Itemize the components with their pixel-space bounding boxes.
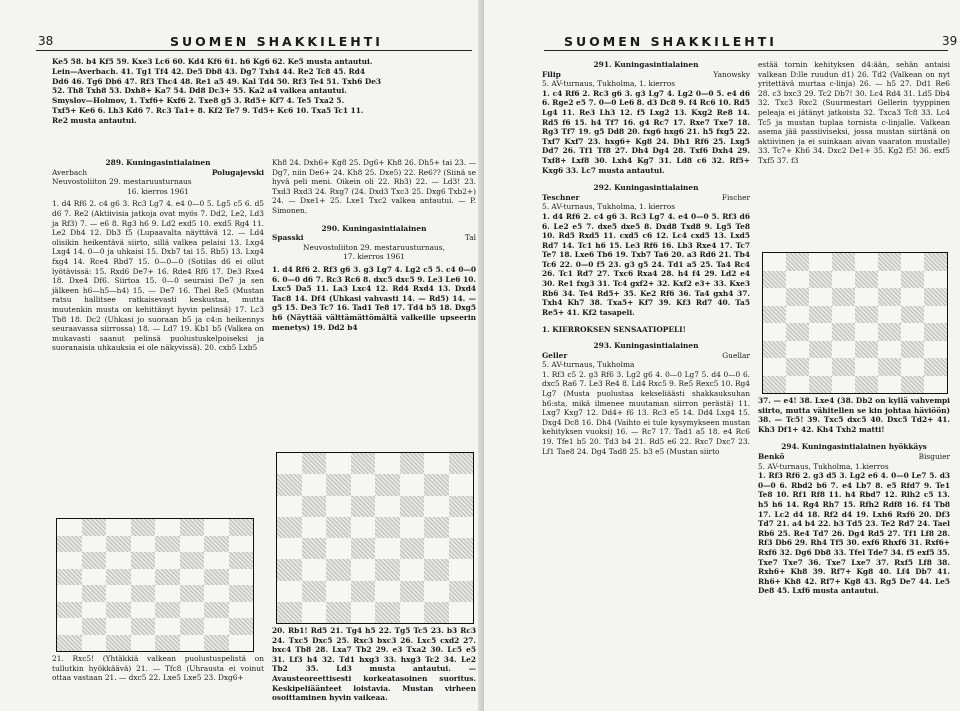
board-square (400, 517, 425, 538)
game-title: 293. Kuningasintialainen (593, 341, 699, 351)
players (52, 168, 264, 178)
board-square (400, 538, 425, 559)
board-square (901, 253, 924, 271)
board-square (424, 581, 449, 602)
text-line: Dd6 46. Tg6 Db6 47. Rf3 Thc4 48. Re1 a5 49. Kal Td4 50. Rf3 Te4 51. Txh6 De3 (52, 76, 382, 86)
board-square (449, 496, 474, 517)
board-square (155, 602, 180, 619)
board-square (302, 474, 327, 495)
board-square (302, 517, 327, 538)
board-square (809, 358, 832, 376)
board-square (131, 569, 156, 586)
board-square (901, 306, 924, 324)
board-square (106, 618, 131, 635)
board-square (400, 474, 425, 495)
board-square (57, 569, 82, 586)
right-column-2 (758, 60, 950, 166)
black-player: Yanowsky (713, 69, 750, 79)
board-square (763, 323, 786, 341)
board-square (82, 552, 107, 569)
board-square (832, 358, 855, 376)
board-square (155, 618, 180, 635)
board-square (326, 453, 351, 474)
board-square (832, 341, 855, 359)
board-square (57, 585, 82, 602)
board-square (204, 635, 229, 652)
board-square (131, 618, 156, 635)
board-square (901, 358, 924, 376)
board-square (82, 569, 107, 586)
board-square (786, 323, 809, 341)
board-square (855, 358, 878, 376)
event: Neuvostoliiton 29. mestaruusturnaus (52, 177, 192, 187)
board-square (155, 552, 180, 569)
right-column-2b (758, 396, 950, 596)
board-square (229, 536, 254, 553)
board-square (204, 585, 229, 602)
board-square (809, 323, 832, 341)
board-square (326, 517, 351, 538)
board-square (855, 341, 878, 359)
board-square (204, 519, 229, 536)
board-square (449, 517, 474, 538)
page-header: SUOMEN SHAKKILEHTI (170, 34, 383, 49)
board-square (351, 496, 376, 517)
board-square (106, 585, 131, 602)
board-square (400, 453, 425, 474)
board-square (229, 635, 254, 652)
text-line: Re2 musta antautui. (52, 115, 137, 125)
board-square (424, 496, 449, 517)
game-title: 290. Kuningasintialainen (321, 223, 427, 233)
board-square (924, 376, 947, 394)
board-square (277, 517, 302, 538)
board-square (809, 288, 832, 306)
board-square (277, 602, 302, 623)
text-line: Ke5 58. b4 Kf5 59. Kxe3 Lc6 60. Kd4 Kf6 61. h6 Kg6 62. Ke5 musta antautui. (52, 57, 373, 66)
board-square (277, 581, 302, 602)
board-square (449, 453, 474, 474)
game-moves: 1. c4 Rf6 2. Rc3 g6 3. g3 Lg7 4. Lg2 0—0 5. e4 d6 6. Rge2 e5 7. 0—0 Le6 8. d3 Dc8 9. f4 Rc6 10. Rd5 Lg4 11. Re3 Lh3 12. f5 Lxg2 13. Kxg2 Re8 14. Rd5 f6 15. h4 Tf7 16. g4 Rc7 17. Rxe7 Txe7 18. Rg3 Tf7 19. g5 Dd8 20. fxg6 hxg6 21. h5 fxg5 22. Txf7 Kxf7 23. hxg6+ Kg8 24. Dh1 Rf6 25. Lxg5 Dd7 26. Tf1 Tf8 27. Dh4 Dg4 28. Txf6 Dxh4 29. Txf8+ Lxf8 30. Lxh4 Kg7 31. Ld8 c6 32. Rf5+ Kxg6 33. Lc7 musta antautui. (542, 88, 750, 175)
board-square (424, 559, 449, 580)
board-square (832, 376, 855, 394)
board-square (351, 581, 376, 602)
page-header: SUOMEN SHAKKILEHTI (564, 34, 777, 49)
board-square (449, 559, 474, 580)
board-square (82, 585, 107, 602)
board-square (855, 376, 878, 394)
board-square (424, 474, 449, 495)
board-square (375, 581, 400, 602)
board-square (155, 519, 180, 536)
round: 16. kierros 1961 (127, 186, 189, 196)
board-square (832, 323, 855, 341)
board-square (763, 306, 786, 324)
board-square (229, 552, 254, 569)
board-square (424, 538, 449, 559)
board-square (901, 341, 924, 359)
board-square (204, 536, 229, 553)
board-square (809, 271, 832, 289)
board-square (878, 253, 901, 271)
board-square (106, 602, 131, 619)
chess-board (276, 452, 474, 624)
white-player: Filip (542, 69, 561, 79)
board-square (131, 585, 156, 602)
section-heading: 1. KIERROKSEN SENSAATIOPELI! (542, 325, 686, 335)
board-square (924, 288, 947, 306)
board-square (375, 559, 400, 580)
board-square (277, 559, 302, 580)
board-square (229, 569, 254, 586)
board-square (229, 618, 254, 635)
board-square (180, 602, 205, 619)
board-square (400, 602, 425, 623)
board-square (786, 288, 809, 306)
game-moves: 1. d4 Rf6 2. c4 g6 3. Rc3 Lg7 4. e4 0—0 5. Rf3 d6 6. Le2 e5 7. dxe5 dxe5 8. Dxd8 Txd8 9. Lg5 Te8 10. Rd5 Rxd5 11. cxd5 c6 12. Lc4 cxd5 13. Lxd5 Rd7 14. Tc1 h6 15. Le3 Rf6 16. Lb3 Rxe4 17. Tc7 Te7 18. Lxe6 Tb6 19. Txb7 Ta6 20. a3 Rd6 21. Tb4 Tc6 22. 0—0 f5 23. g3 g5 24. Td1 a5 25. Ta4 Rc4 26. Tc1 Rd7 27. Txc6 Rxa4 28. h4 f4 29. Ld2 e4 30. Re1 fxg3 31. Tc4 gxf2+ 32. Kxf2 e3+ 33. Kxe3 Rb6 34. Te4 Rd5+ 35. Ke2 Rf6 36. Ta4 gxh4 37. Txh4 Kh7 38. Txa5+ Kf7 39. Kf3 Rd7 40. Ta5 Re5+ 41. Kf2 tasapeli. (542, 211, 750, 317)
board-square (302, 453, 327, 474)
board-square (878, 323, 901, 341)
board-square (180, 519, 205, 536)
board-square (229, 602, 254, 619)
board-square (204, 602, 229, 619)
board-square (180, 618, 205, 635)
game-title: 291. Kuningasintialainen (593, 60, 699, 69)
board-square (878, 288, 901, 306)
board-square (131, 602, 156, 619)
event: 5. AV-turnaus, Tukholma, 1.kierros (758, 461, 889, 471)
board-square (786, 271, 809, 289)
board-square (901, 288, 924, 306)
board-square (204, 552, 229, 569)
board-square (302, 496, 327, 517)
white-player: Spasski (272, 233, 304, 243)
board-square (57, 519, 82, 536)
board-square (131, 552, 156, 569)
board-square (57, 552, 82, 569)
board-square (400, 496, 425, 517)
continued-moves: Kh8 24. Dxh6+ Kg8 25. Dg6+ Kh8 26. Dh5+ tai 23. — Dg7, niin De6+ 24. Kh8 25. Dxe5) 22. Re6?? (Siinä se hyvä peli meni. Oikein oli 22. Rb3) 22. — Ld3! 23. Txd3 Rxd3 24. Rxg7 (24. Dxd3 Txc3 25. Dxg6 Txb2+) 24. — Dxe1+ 25. Lxe1 Txc2 valkea antautui. — P. Simonen. (272, 158, 476, 215)
board-square (277, 453, 302, 474)
board-square (375, 496, 400, 517)
board-square (400, 581, 425, 602)
board-square (809, 341, 832, 359)
board-square (449, 538, 474, 559)
game-289 (52, 158, 264, 353)
board-square (229, 585, 254, 602)
board-square (82, 602, 107, 619)
board-square (155, 635, 180, 652)
board-square (424, 602, 449, 623)
board-square (375, 538, 400, 559)
page-number: 38 (38, 34, 54, 48)
board-square (277, 474, 302, 495)
board-square (924, 271, 947, 289)
board-square (809, 306, 832, 324)
board-square (855, 323, 878, 341)
black-player: Bisguier (918, 451, 950, 461)
board-square (106, 552, 131, 569)
round: 17. kierros 1961 (343, 252, 405, 262)
header-rule (544, 50, 948, 51)
board-square (763, 376, 786, 394)
board-square (106, 536, 131, 553)
chess-board (762, 252, 948, 394)
board-square (106, 635, 131, 652)
board-square (131, 519, 156, 536)
board-square (229, 519, 254, 536)
board-square (155, 536, 180, 553)
board-square (82, 519, 107, 536)
board-square (180, 552, 205, 569)
black-player: Fischer (721, 192, 750, 202)
chess-board (56, 518, 254, 652)
board-square (786, 341, 809, 359)
board-square (878, 341, 901, 359)
board-square (180, 569, 205, 586)
board-square (901, 376, 924, 394)
board-square (763, 271, 786, 289)
game-moves: 1. d4 Rf6 2. Rf3 g6 3. g3 Lg7 4. Lg2 c5 5. c4 0—0 6. 0—0 d6 7. Rc3 Rc6 8. dxc5 dxc5 9. Le3 Le6 10. Lxc5 Da5 11. La3 Lxc4 12. Rd4 Rxd4 13. Dxd4 Tac8 14. Df4 (Uhkasi vahvasti 14. — Rd5) 14. — g5 15. De3 Tc7 16. Tad1 Te8 17. Td4 b5 18. Dxg5 h6 (Näyttää välttämättömältä valkeille upseerin menetys) 19. Dd2 b4 (272, 264, 476, 332)
board-square (302, 538, 327, 559)
players (272, 233, 476, 243)
after-board-text: 37. — e4! 38. Lxe4 (38. Db2 on kyllä vahvempi siirto, mutta vähitellen se kin johtaa häviöön) 38. — Tc5! 39. Txc5 dxc5 40. Dxc5 Td2+ 41. Kh3 Df1+ 42. Kh4 Txh2 matti! (758, 396, 950, 434)
board-square (326, 602, 351, 623)
board-square (302, 602, 327, 623)
board-square (302, 559, 327, 580)
board-square (449, 474, 474, 495)
players (758, 452, 950, 462)
board-square (326, 559, 351, 580)
board-square (375, 602, 400, 623)
board-square (924, 323, 947, 341)
players (542, 70, 750, 80)
board-square (924, 341, 947, 359)
board-square (763, 341, 786, 359)
board-square (277, 496, 302, 517)
board-square (57, 635, 82, 652)
white-player: Geller (542, 350, 568, 360)
board-square (878, 376, 901, 394)
black-player: Guellar (722, 350, 750, 360)
board-square (57, 602, 82, 619)
board-square (155, 585, 180, 602)
board-square (901, 323, 924, 341)
board-square (351, 517, 376, 538)
board-square (351, 453, 376, 474)
board-square (763, 358, 786, 376)
right-column-1 (542, 60, 750, 456)
board-square (901, 271, 924, 289)
board-square (106, 519, 131, 536)
right-page (484, 0, 960, 711)
board-square (204, 618, 229, 635)
board-square (878, 306, 901, 324)
board-square (277, 538, 302, 559)
text-line: Txf5+ Ke6 6. Lh3 Kd6 7. Rc3 Ta1+ 8. Kf2 Te7 9. Td5+ Kc6 10. Txa5 Tc1 11. (52, 105, 364, 115)
board-square (351, 602, 376, 623)
board-square (424, 453, 449, 474)
board-square (351, 559, 376, 580)
white-player: Averbach (52, 167, 88, 177)
black-player: Polugajevski (211, 167, 264, 177)
board-square (786, 253, 809, 271)
board-square (57, 618, 82, 635)
board-square (351, 538, 376, 559)
board-square (326, 538, 351, 559)
board-square (351, 474, 376, 495)
game-title: 289. Kuningasintialainen (105, 158, 211, 167)
board-square (763, 253, 786, 271)
board-square (809, 376, 832, 394)
board-square (924, 358, 947, 376)
after-board-text: 21. Rxc5! (Yhtäkkiä valkean puolustuspelistä on tullutkin hyökkäävä) 21. — Tfc8 (Uhrausta ei voinut ottaa vastaan 21. — dxc5 22. Lxe5 Lxe5 23. Dxg6+ (52, 654, 264, 683)
board-square (809, 253, 832, 271)
board-square (763, 288, 786, 306)
event: 5. AV-turnaus, Tukholma, 1. kierros (542, 79, 675, 89)
board-square (82, 536, 107, 553)
board-square (180, 536, 205, 553)
white-player: Benkö (758, 451, 785, 461)
board-square (131, 635, 156, 652)
board-square (449, 602, 474, 623)
header-rule (36, 50, 472, 51)
page-number: 39 (942, 34, 958, 48)
after-board-text: 20. Rb1! Rd5 21. Tg4 h5 22. Tg5 Tc5 23. b3 Rc3 24. Txc5 Dxc5 25. Rxc3 bxc3 26. Lxc5 cxd2 27. bxc4 Tb8 28. Lxa7 Tb2 29. e3 Txa2 30. Lc5 e5 31. Lf3 h4 32. Td1 hxg3 33. hxg3 Tc2 34. Le2 Tb2 35. Ld3 musta antautui. — Avausteoreettisesti korkeatasoinen suoritus. Keskipeliäänteet loistavia. Mustan virheen osoittaminen hyvin vaikeaa. (272, 626, 476, 703)
top-text (52, 57, 474, 126)
board-square (155, 569, 180, 586)
board-square (878, 358, 901, 376)
board-square (302, 581, 327, 602)
board-square (204, 569, 229, 586)
board-square (400, 559, 425, 580)
board-square (855, 253, 878, 271)
event: 5. AV-turnaus, Tukholma (542, 360, 635, 370)
board-square (424, 517, 449, 538)
board-square (180, 635, 205, 652)
game-moves: 1. Rf3 c5 2. g3 Rf6 3. Lg2 g6 4. 0—0 Lg7 5. d4 0—0 6. dxc5 Ra6 7. Le3 Re4 8. Ld4 Rxc5 9. Re5 Rexc5 10. Rg4 Lg7 (Musta puolustaa kekseliäästi shakkauksuhan h6:sta, mikä ilmenee muutaman siirron perästä) 11. Lxg7 Kxg7 12. Dd4+ f6 13. Rc3 e5 14. Dd4 Lxg4 15. Dxg4 Dc8 16. Dh4 (Vaihto ei tule kysymykseen mustan kehityksen vuoksi) 16. — Rc7 17. Tad1 a5 18. e4 Rc6 19. Tfe1 b5 20. Td3 b4 21. Rd5 e6 22. Rxc7 Dxc7 23. Lf1 Tae8 24. Dg4 Tad8 25. b3 e5 (Mustan siirto (542, 369, 750, 456)
board-square (449, 581, 474, 602)
board-square (924, 253, 947, 271)
text-line: 52. Th8 Txh8 53. Dxh8+ Ka7 54. Dd8 Dc3+ 55. Ka2 a4 valkea antautui. (52, 86, 347, 96)
event: 5. AV-turnaus, Tukholma, 1. kierros (542, 202, 675, 212)
board-square (180, 585, 205, 602)
board-square (832, 306, 855, 324)
white-player: Teschner (542, 192, 580, 202)
board-square (832, 253, 855, 271)
board-square (855, 271, 878, 289)
event: Neuvostoliiton 29. mestaruusturnaus, (303, 242, 445, 252)
game-moves: 1. d4 Rf6 2. c4 g6 3. Rc3 Lg7 4. e4 0—0 5. Lg5 c5 6. d5 d6 7. Re2 (Aktiivisia jatkoja ovat myös 7. Dd2, Le2, Ld3 ja Rf3) 7. — e6 8. Rg3 h6 9. Ld2 exd5 10. exd5 Rg4 11. Le2 Dh4 12. Db3 f5 (Lupaavalta näyttävä 12. — Ld4 olisikin heikentävä siirto, sillä valkea pelaisi 13. Lxg4 Lxg4 14. 0—0 ja uhkaisi 15. Dxb7 tai 15. Rb5) 13. Lxg4 fxg4 14. Rce4 Rbd7 15. 0—0—0 (Sotilas d6 ei ollut lyötävissä: 15. Rxd6 De7+ 16. Rde4 Rf6 17. De3 Rxe4 18. Dxe4 Df6. Siirtoa 15. 0—0 seuraisi De7 ja sen jälkeen h6—h5—h4) 15. — De7 16. Thel Re5 (Mustan ratsu hallitsee ratkaisevasti keskustaa, mutta muutenkin musta on kehittänyt hyvin pelinsä) 17. Lc3 Tb8 18. Dc2 (Uhkasi jo suoraan b5 ja c4:n heikennys seuraavassa siirrossa) 18. — Ld7 19. Kb1 b5 (Valkea on mukavasti saanut pelinsä puolustuskelpoiseksi ja suoranaisia uhkauksia ei ole näkyvissä). 20. cxb5 Lxb5 (52, 199, 264, 353)
text-line: Smyslov—Holmov, 1. Txf6+ Kxf6 2. Txe8 g5 3. Rd5+ Kf7 4. Te5 Txa2 5. (52, 96, 345, 106)
board-square (832, 271, 855, 289)
board-square (375, 517, 400, 538)
board-square (82, 618, 107, 635)
board-square (375, 474, 400, 495)
board-square (326, 581, 351, 602)
board-square (855, 288, 878, 306)
board-square (106, 569, 131, 586)
board-square (924, 306, 947, 324)
players (542, 351, 750, 361)
board-square (326, 474, 351, 495)
board-square (375, 453, 400, 474)
middle-column (272, 158, 476, 332)
board-square (878, 271, 901, 289)
black-player: Tal (464, 233, 476, 243)
board-square (786, 358, 809, 376)
players (542, 193, 750, 203)
continued-moves: estää tornin kehityksen d4:ään, sehän antaisi valkean D:lle ruudun d1) 26. Td2 (Valkean on nyt yritettävä murtaa c-linja) 26. — h5 27. Dd1 Re6 28. c3 bxc3 29. Tc2 Db7! 30. Lc4 Rd4 31. Ld5 Db4 32. Txc3 Rxc2 (Suurmestari Gellerin tyyppinen peleaja ei jätänyt jatkoista 32. Txca3 Tc8 33. Lc4 Tc5 ja mustan tuplaa tornista c-linjalle. Valkean asema jää passiiviseksi, jossa mustan siirtänä on aktiivinen ja ei suinkaan aivan vaaraton mustalle) 33. Tc7+ Kh6 34. Dxc2 De1+ 35. Kg2 f5! 36. exf5 Txf5 37. f3 (758, 60, 950, 165)
game-title: 294. Kuningasintialainen hyökkäys (781, 442, 927, 452)
board-square (82, 635, 107, 652)
board-square (832, 288, 855, 306)
board-square (57, 536, 82, 553)
game-title: 292. Kuningasintialainen (593, 183, 699, 193)
board-square (326, 496, 351, 517)
text-line: Lein—Averbach. 41. Tg1 Tf4 42. De5 Db8 43. Dg7 Txh4 44. Re2 Tc8 45. Rd4 (52, 66, 365, 76)
board-square (786, 306, 809, 324)
board-square (131, 536, 156, 553)
board-square (786, 376, 809, 394)
game-moves: 1. Rf3 Rf6 2. g3 d5 3. Lg2 e6 4. 0—0 Le7 5. d3 0—0 6. Rbd2 b6 7. e4 Lb7 8. e5 Rfd7 9. Te1 Te8 10. Rf1 Rf8 11. h4 Rbd7 12. Rlh2 c5 13. h5 h6 14. Rg4 Rh7 15. Rfh2 Rdf8 16. f4 Tb8 17. Lc2 d4 18. Rf2 d4 19. Lxh6 Rxf6 20. Df3 Td7 21. a4 b4 22. b3 Td5 23. Te2 Rd7 24. Tael Rb6 25. Re4 Td7 26. Dg4 Rd5 27. Tf1 Lf8 28. Rf3 Db6 29. Rh4 Tf5 30. exf6 Rhxf6 31. Rxf6+ Rxf6 32. Dg6 Db8 33. Tfel Tde7 34. f5 exf5 35. Txe7 Txe7 36. Txe7 Lxe7 37. Rxf5 Lf8 38. Rxh6+ Kh8 39. Rf7+ Kg8 40. Lf4 Db7 41. Rh6+ Kh8 42. Rf7+ Kg8 43. Rg5 De7 44. Le5 De8 45. Lxf6 musta antautui. (758, 471, 950, 596)
board-square (855, 306, 878, 324)
